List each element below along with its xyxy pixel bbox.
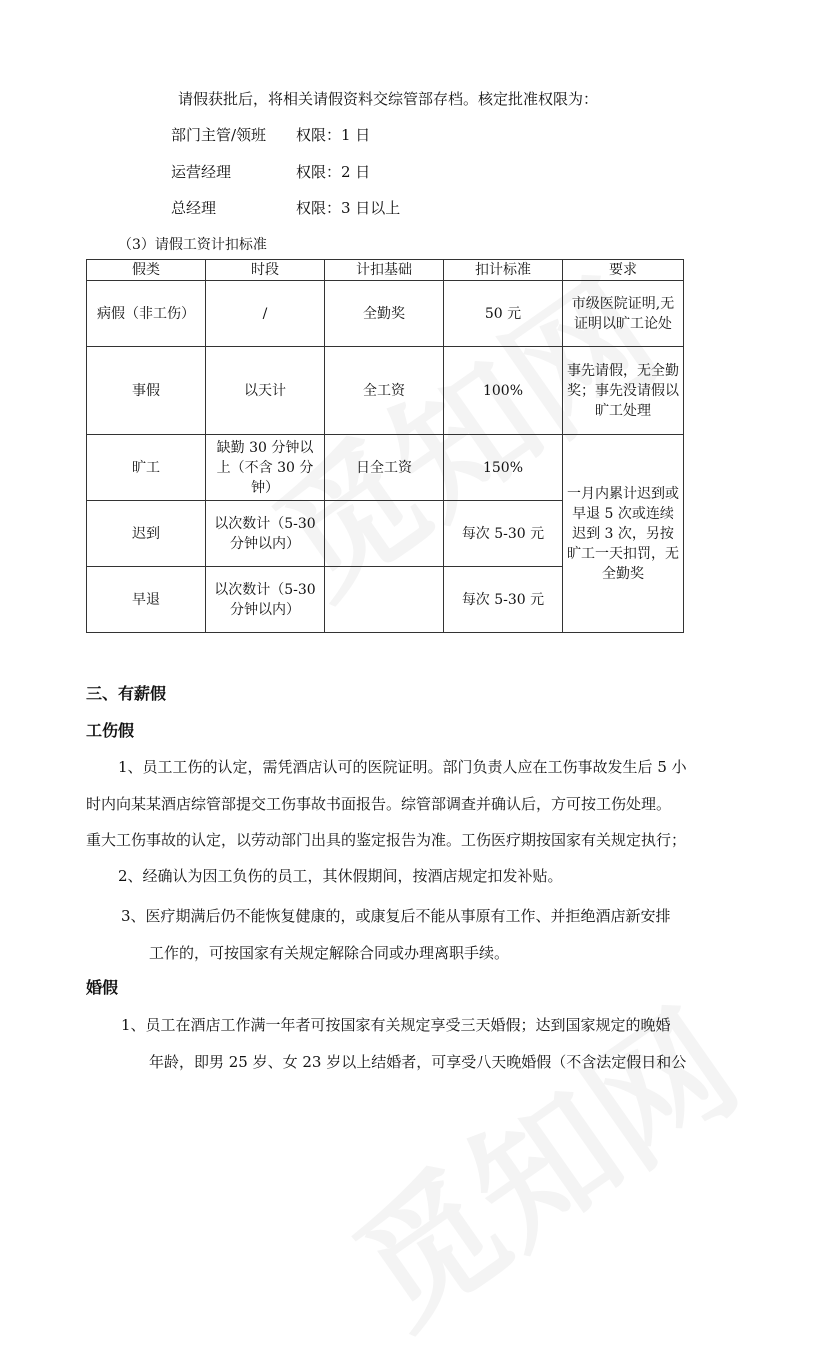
cell-requirement: 市级医院证明,无证明以旷工论处 <box>563 281 684 347</box>
cell-leave-type: 早退 <box>87 567 206 633</box>
table-caption: （3）请假工资计扣标准 <box>118 237 267 253</box>
header-period: 时段 <box>206 260 325 281</box>
approval-role: 部门主管/领班 <box>171 126 267 144</box>
cell-basis <box>325 567 444 633</box>
paragraph-line: 时内向某某酒店综管部提交工伤事故书面报告。综管部调查并确认后，方可按工伤处理。 <box>86 795 672 813</box>
cell-standard: 150% <box>444 435 563 501</box>
cell-period: / <box>206 281 325 347</box>
approval-intro: 请假获批后，将相关请假资料交综管部存档。核定批准权限为： <box>178 90 599 108</box>
table-header-row <box>87 260 684 281</box>
subsection-title-marriage: 婚假 <box>86 978 119 997</box>
header-standard: 扣计标准 <box>444 260 563 281</box>
paragraph-line: 2、经确认为因工负伤的员工，其休假期间，按酒店规定扣发补贴。 <box>118 867 563 885</box>
cell-standard: 50 元 <box>444 281 563 347</box>
cell-period: 以次数计（5-30 分钟以内） <box>206 501 325 567</box>
section-title: 三、有薪假 <box>86 684 167 703</box>
cell-leave-type: 迟到 <box>87 501 206 567</box>
cell-standard: 100% <box>444 347 563 435</box>
table-row <box>87 347 684 435</box>
cell-period: 缺勤 30 分钟以上（不含 30 分钟） <box>206 435 325 501</box>
deduction-table <box>86 259 684 633</box>
table-row <box>87 281 684 347</box>
header-leave-type: 假类 <box>87 260 206 281</box>
header-requirement: 要求 <box>563 260 684 281</box>
approval-limit: 权限：2 日 <box>296 163 371 181</box>
approval-role: 运营经理 <box>171 163 232 181</box>
cell-period: 以次数计（5-30 分钟以内） <box>206 567 325 633</box>
paragraph-line: 3、医疗期满后仍不能恢复健康的，或康复后不能从事原有工作、并拒绝酒店新安排 <box>121 907 671 925</box>
paragraph-line: 工作的，可按国家有关规定解除合同或办理离职手续。 <box>149 944 510 962</box>
paragraph-line: 1、员工在酒店工作满一年者可按国家有关规定享受三天婚假；达到国家规定的晚婚 <box>121 1016 671 1034</box>
cell-basis: 全工资 <box>325 347 444 435</box>
approval-limit: 权限：1 日 <box>296 126 371 144</box>
cell-standard: 每次 5-30 元 <box>444 501 563 567</box>
cell-period: 以天计 <box>206 347 325 435</box>
approval-limit: 权限：3 日以上 <box>296 199 401 217</box>
subsection-title-injury: 工伤假 <box>86 721 135 740</box>
paragraph-line: 重大工伤事故的认定，以劳动部门出具的鉴定报告为准。工伤医疗期按国家有关规定执行； <box>86 831 687 849</box>
paragraph-line: 1、员工工伤的认定，需凭酒店认可的医院证明。部门负责人应在工伤事故发生后 5 小 <box>118 758 687 776</box>
table-row <box>87 435 684 501</box>
cell-requirement: 一月内累计迟到或早退 5 次或连续迟到 3 次，另按旷工一天扣罚，无全勤奖 <box>563 435 684 633</box>
approval-role: 总经理 <box>171 199 217 217</box>
cell-basis <box>325 501 444 567</box>
cell-requirement: 事先请假，无全勤奖；事先没请假以旷工处理 <box>563 347 684 435</box>
cell-basis: 日全工资 <box>325 435 444 501</box>
cell-basis: 全勤奖 <box>325 281 444 347</box>
cell-leave-type: 事假 <box>87 347 206 435</box>
cell-standard: 每次 5-30 元 <box>444 567 563 633</box>
paragraph-line: 年龄，即男 25 岁、女 23 岁以上结婚者，可享受八天晚婚假（不含法定假日和公 <box>149 1053 687 1071</box>
cell-leave-type: 旷工 <box>87 435 206 501</box>
header-basis: 计扣基础 <box>325 260 444 281</box>
cell-leave-type: 病假（非工伤） <box>87 281 206 347</box>
